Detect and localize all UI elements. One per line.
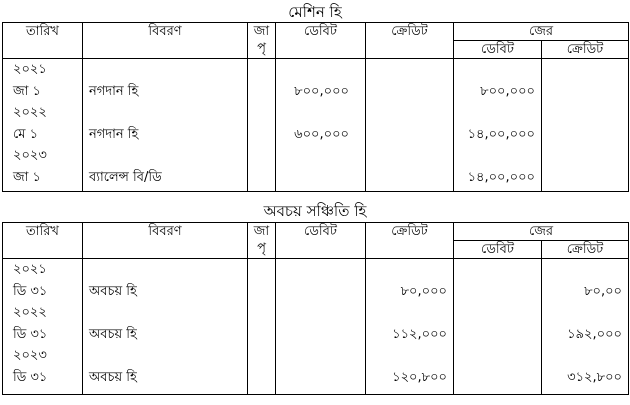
machine-ledger-table <box>2 22 629 192</box>
debit-line <box>280 345 349 367</box>
header-balance-debit: ডেবিট <box>454 241 542 259</box>
header-credit: ক্রেডিট <box>366 23 454 59</box>
date-line: ডি ৩১ <box>13 326 48 342</box>
credit-line: ১২০,৮০০ <box>392 369 447 385</box>
particulars-line <box>87 59 243 81</box>
balance-credit-line <box>546 102 622 124</box>
balance-credit-line <box>546 259 622 281</box>
date-line: ২০২১ <box>13 62 47 77</box>
date-line: জা ১ <box>13 169 41 185</box>
header-balance-credit: ক্রেডিট <box>542 41 629 59</box>
credit-column <box>366 259 454 395</box>
particulars-line: ব্যালেন্স বি/ডি <box>89 169 162 185</box>
header-debit: ডেবিট <box>276 223 366 259</box>
credit-line <box>370 345 447 367</box>
header-jp: জা পৃ <box>248 23 276 59</box>
header-date: তারিখ <box>3 223 83 259</box>
balance-debit-line <box>458 145 535 167</box>
balance-debit-line: ৮০০,০০০ <box>480 83 535 99</box>
credit-line <box>370 145 437 167</box>
particulars-line: নগদান হি <box>89 126 139 142</box>
header-balance-debit: ডেবিট <box>454 41 542 59</box>
balance-credit-column <box>542 259 629 395</box>
header-particulars: বিবরণ <box>83 223 248 259</box>
balance-debit-line <box>458 59 535 81</box>
date-column <box>3 59 83 192</box>
header-credit: ক্রেডিট <box>366 223 454 259</box>
machine-account-title: মেশিন হি <box>288 3 342 21</box>
particulars-line <box>87 345 243 367</box>
date-line: মে ১ <box>13 126 39 142</box>
date-column <box>3 259 83 395</box>
balance-debit-column <box>454 59 542 192</box>
balance-credit-column <box>542 59 629 192</box>
debit-line: ৮০০,০০০ <box>294 83 349 99</box>
particulars-line <box>87 302 243 324</box>
jp-column <box>248 259 276 395</box>
debit-line <box>280 302 349 324</box>
debit-line <box>280 259 349 281</box>
header-balance-credit: ক্রেডিট <box>542 241 629 259</box>
header-jp: জা পৃ <box>248 223 276 259</box>
debit-line <box>280 59 349 81</box>
debit-line <box>280 367 349 389</box>
credit-line <box>370 102 437 124</box>
credit-line <box>370 167 437 189</box>
particulars-line <box>87 145 243 167</box>
debit-line <box>280 102 349 124</box>
balance-credit-line <box>546 167 622 189</box>
header-particulars: বিবরণ <box>83 23 248 59</box>
credit-column <box>366 59 454 192</box>
particulars-line <box>87 259 243 281</box>
balance-debit-line <box>458 345 525 367</box>
balance-credit-line: ১৯২,০০০ <box>567 326 622 342</box>
depreciation-ledger-table <box>2 222 629 395</box>
balance-debit-line <box>458 302 525 324</box>
balance-debit-column <box>454 259 542 395</box>
balance-credit-line: ৩১২,৮০০ <box>567 369 622 385</box>
particulars-line: অবচয় হি <box>89 326 137 342</box>
header-balance: জের <box>454 23 629 41</box>
debit-line <box>280 145 349 167</box>
particulars-line: নগদান হি <box>89 83 139 99</box>
debit-column <box>276 59 366 192</box>
credit-line <box>370 302 447 324</box>
debit-line <box>280 167 349 189</box>
balance-debit-line <box>458 281 525 303</box>
balance-credit-line <box>546 302 622 324</box>
depreciation-provision-account-title: অবচয় সঞ্চিতি হি <box>263 202 367 220</box>
date-line: ডি ৩১ <box>13 369 48 385</box>
balance-credit-line <box>546 145 622 167</box>
date-line: ২০২২ <box>13 305 47 320</box>
credit-line <box>370 124 437 146</box>
balance-debit-line <box>458 259 525 281</box>
balance-debit-line <box>458 102 535 124</box>
balance-credit-line <box>546 81 622 103</box>
balance-debit-line <box>458 324 525 346</box>
header-balance: জের <box>454 223 629 241</box>
date-line: ২০২৩ <box>13 148 47 163</box>
date-line: ২০২২ <box>13 105 47 120</box>
credit-line <box>370 59 437 81</box>
header-date: তারিখ <box>3 23 83 59</box>
balance-credit-line: ৮০,০০ <box>584 283 622 299</box>
date-line: ২০২৩ <box>13 348 47 363</box>
particulars-line: অবচয় হি <box>89 283 137 299</box>
debit-line <box>280 281 349 303</box>
date-line: ২০২১ <box>13 262 47 277</box>
balance-debit-line: ১৪,০০,০০০ <box>467 126 535 142</box>
jp-column <box>248 59 276 192</box>
credit-line: ৮০,০০০ <box>400 283 447 299</box>
header-debit: ডেবিট <box>276 23 366 59</box>
date-line: ডি ৩১ <box>13 283 48 299</box>
particulars-column <box>83 259 248 395</box>
particulars-column <box>83 59 248 192</box>
particulars-line <box>87 102 243 124</box>
credit-line: ১১২,০০০ <box>392 326 447 342</box>
balance-debit-line <box>458 367 525 389</box>
balance-credit-line <box>546 345 622 367</box>
credit-line <box>370 81 437 103</box>
particulars-line: অবচয় হি <box>89 369 137 385</box>
date-line: জা ১ <box>13 83 41 99</box>
debit-column <box>276 259 366 395</box>
credit-line <box>370 259 447 281</box>
debit-line: ৬০০,০০০ <box>294 126 349 142</box>
debit-line <box>280 324 349 346</box>
balance-debit-line: ১৪,০০,০০০ <box>467 169 535 185</box>
balance-credit-line <box>546 124 622 146</box>
balance-credit-line <box>546 59 622 81</box>
